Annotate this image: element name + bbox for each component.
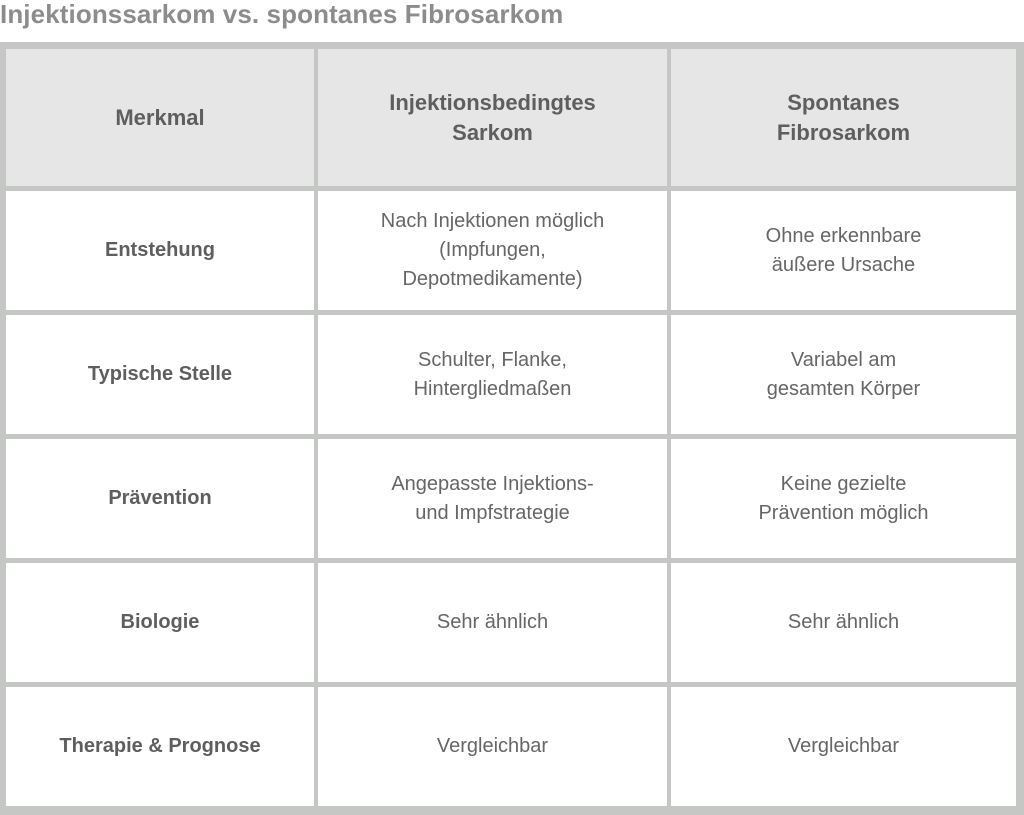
row-label: Biologie	[120, 611, 200, 633]
table-cell	[671, 191, 1016, 310]
row-label: Prävention	[108, 487, 212, 509]
table-cell	[671, 439, 1016, 558]
table-cell	[318, 563, 667, 682]
header-merkmal: Merkmal	[115, 104, 205, 130]
cell-spontaneous: Keine gezielte Prävention möglich	[758, 472, 929, 524]
header-injection-sarcoma: Injektionsbedingtes Sarkom	[389, 89, 596, 145]
table-cell	[318, 439, 667, 558]
table-header-cell	[671, 49, 1016, 186]
table-cell	[671, 315, 1016, 434]
page-title: Injektionssarkom vs. spontanes Fibrosarkom	[0, 0, 564, 29]
row-label-cell	[6, 315, 314, 434]
cell-spontaneous: Sehr ähnlich	[787, 611, 900, 633]
cell-injection: Nach Injektionen möglich (Impfungen, Depotmedikamente)	[380, 210, 605, 290]
table-cell	[318, 315, 667, 434]
cell-injection: Schulter, Flanke, Hintergliedmaßen	[413, 348, 572, 400]
cell-spontaneous: Ohne erkennbare äußere Ursache	[765, 224, 922, 276]
row-label: Therapie & Prognose	[59, 735, 261, 757]
cell-injection: Angepasste Injektions- und Impfstrategie	[391, 472, 594, 524]
row-label-cell	[6, 439, 314, 558]
header-spontaneous-fibrosarcoma: Spontanes Fibrosarkom	[776, 89, 911, 145]
comparison-table	[0, 42, 1024, 815]
cell-spontaneous: Vergleichbar	[787, 735, 900, 757]
cell-spontaneous: Variabel am gesamten Körper	[766, 348, 921, 400]
cell-injection: Vergleichbar	[436, 735, 549, 757]
row-label-cell	[6, 687, 314, 806]
table-cell	[318, 191, 667, 310]
table-cell	[318, 687, 667, 806]
row-label-cell	[6, 191, 314, 310]
row-label: Entstehung	[105, 239, 215, 261]
table-cell	[671, 687, 1016, 806]
table-header-cell	[318, 49, 667, 186]
row-label: Typische Stelle	[87, 363, 233, 385]
table-header-cell	[6, 49, 314, 186]
table-cell	[671, 563, 1016, 682]
cell-injection: Sehr ähnlich	[436, 611, 549, 633]
row-label-cell	[6, 563, 314, 682]
